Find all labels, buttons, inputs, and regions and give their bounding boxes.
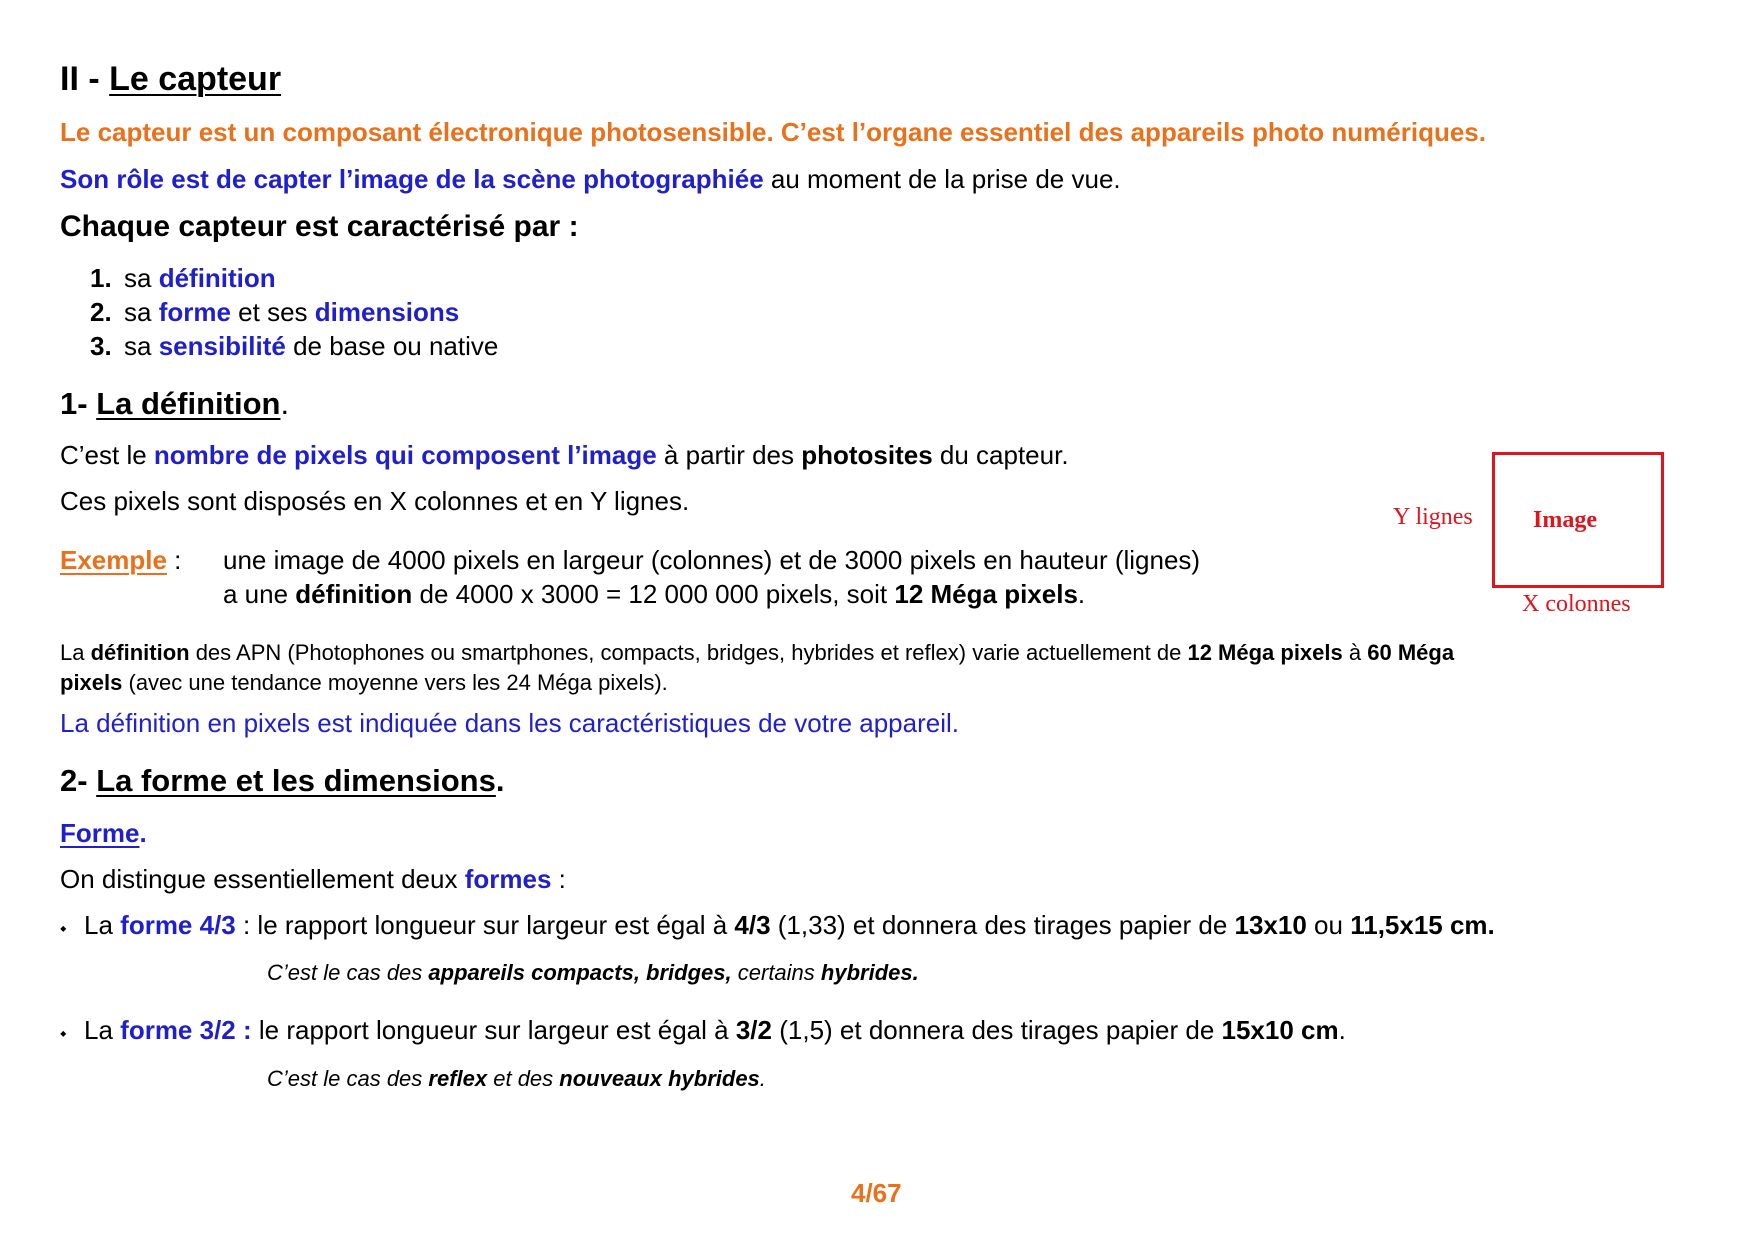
heading-title: La forme et les dimensions [96,763,496,798]
section-number: II - [60,60,110,98]
list-number: 1. [90,263,112,293]
bold: 12 Méga pixels [894,579,1078,609]
section-title [60,60,281,99]
text: . [759,1066,766,1091]
bold: 60 Méga [1367,640,1455,665]
bold: définition [295,579,413,609]
text: (1,5) et donnera des tirages papier de [772,1015,1222,1045]
role-highlight: Son rôle est de capter l’image de la scène photographiée [60,164,764,194]
diagram-box-label: Image [1533,507,1597,533]
text: de 4000 x 3000 = 12 000 000 pixels, soit [412,579,895,609]
text: à [1342,640,1368,665]
text: des APN (Photophones ou smartphones, compacts, bridges, hybrides et reflex) varie actuellement de [189,640,1188,665]
heading-title: La définition [96,386,281,421]
heading-dot: . [495,763,505,798]
pixels-arrangement: Ces pixels sont disposés en X colonnes et en Y lignes. [60,486,690,516]
heading-dot: . [280,386,290,421]
list-text: de base ou native [285,331,499,361]
list-text: sa [124,263,159,293]
list-keyword: sensibilité [158,331,286,361]
bold: 4/3 [734,910,771,940]
bullet-form-32 [60,1015,1346,1046]
highlight: nombre de pixels qui composent l’image [153,440,657,470]
list-item [90,295,498,329]
text: La [60,640,91,665]
intro-definition: Le capteur est un composant électronique photosensible. C’est l’organe essentiel des appareils photo numériques. [60,117,1486,147]
bold: 11,5x15 cm. [1350,910,1495,940]
list-text: et ses [230,297,315,327]
text: du capteur. [932,440,1069,470]
role-sentence [60,164,1121,195]
bold: 15x10 cm [1221,1015,1339,1045]
text: La [84,910,121,940]
diagram-image-box [1492,452,1664,588]
text: certains [731,960,821,985]
list-text: sa [124,331,159,361]
bold: 13x10 [1234,910,1307,940]
apn-paragraph [60,638,1700,698]
text: (1,33) et donnera des tirages papier de [770,910,1235,940]
text: . [1077,579,1086,609]
bold: appareils compacts, bridges, [428,960,732,985]
diagram-y-label: Y lignes [1393,504,1473,530]
text: à partir des [656,440,802,470]
bold: 3/2 [735,1015,772,1045]
characterized-heading: Chaque capteur est caractérisé par : [60,210,579,243]
bold: reflex [428,1066,488,1091]
highlight: forme 3/2 : [120,1015,252,1045]
text: On distingue essentiellement deux [60,864,465,894]
example-link: Exemple [60,545,167,575]
text: le rapport longueur sur largeur est égal à [251,1015,736,1045]
form-43-note [267,960,919,986]
example-colon: : [166,545,182,575]
list-keyword: dimensions [314,297,460,327]
list-text: sa [124,297,159,327]
highlight: formes [464,864,552,894]
text: C’est le [60,440,154,470]
definition-paragraph [60,440,1069,471]
example-line-2 [223,579,1085,610]
bold: 12 Méga pixels [1187,640,1343,665]
forme-dot: . [139,818,147,848]
text: : [551,864,566,894]
text: ou [1306,910,1351,940]
photosites-bold: photosites [801,440,933,470]
heading-number: 1- [60,386,97,421]
text: a une [223,579,296,609]
heading-number: 2- [60,763,97,798]
bold: hybrides. [820,960,919,985]
list-item [90,261,498,295]
text: : le rapport longueur sur largeur est égal à [235,910,735,940]
list-number: 2. [90,297,112,327]
bullet-icon: ⬩ [60,1023,67,1043]
bullet-form-43 [60,910,1495,941]
text: . [1338,1015,1346,1045]
highlight: forme 4/3 [120,910,236,940]
forme-subheading [60,818,147,849]
text: La [84,1015,121,1045]
characteristics-list [90,261,498,363]
definition-heading [60,386,289,422]
form-heading [60,763,504,799]
bullet-icon: ⬩ [60,918,67,938]
example-line-1: une image de 4000 pixels en largeur (colonnes) et de 3000 pixels en hauteur (lignes) [223,545,1201,575]
bold: nouveaux hybrides [559,1066,760,1091]
section-title-text: Le capteur [109,60,282,98]
bold: pixels [60,670,123,695]
list-item [90,329,498,363]
page-number: 4/67 [851,1178,902,1208]
forme-label: Forme [60,818,140,848]
bold: définition [90,640,190,665]
text: et des [487,1066,560,1091]
form-32-note [267,1066,766,1092]
definition-note: La définition en pixels est indiquée dans les caractéristiques de votre appareil. [60,708,959,738]
list-number: 3. [90,331,112,361]
diagram-x-label: X colonnes [1522,591,1631,617]
text: (avec une tendance moyenne vers les 24 Méga pixels). [122,670,668,695]
example-label [60,545,181,576]
list-keyword: forme [158,297,231,327]
text: C’est le cas des [267,1066,429,1091]
forms-intro [60,864,566,895]
text: C’est le cas des [267,960,429,985]
role-rest: au moment de la prise de vue. [763,164,1121,194]
list-keyword: définition [158,263,276,293]
